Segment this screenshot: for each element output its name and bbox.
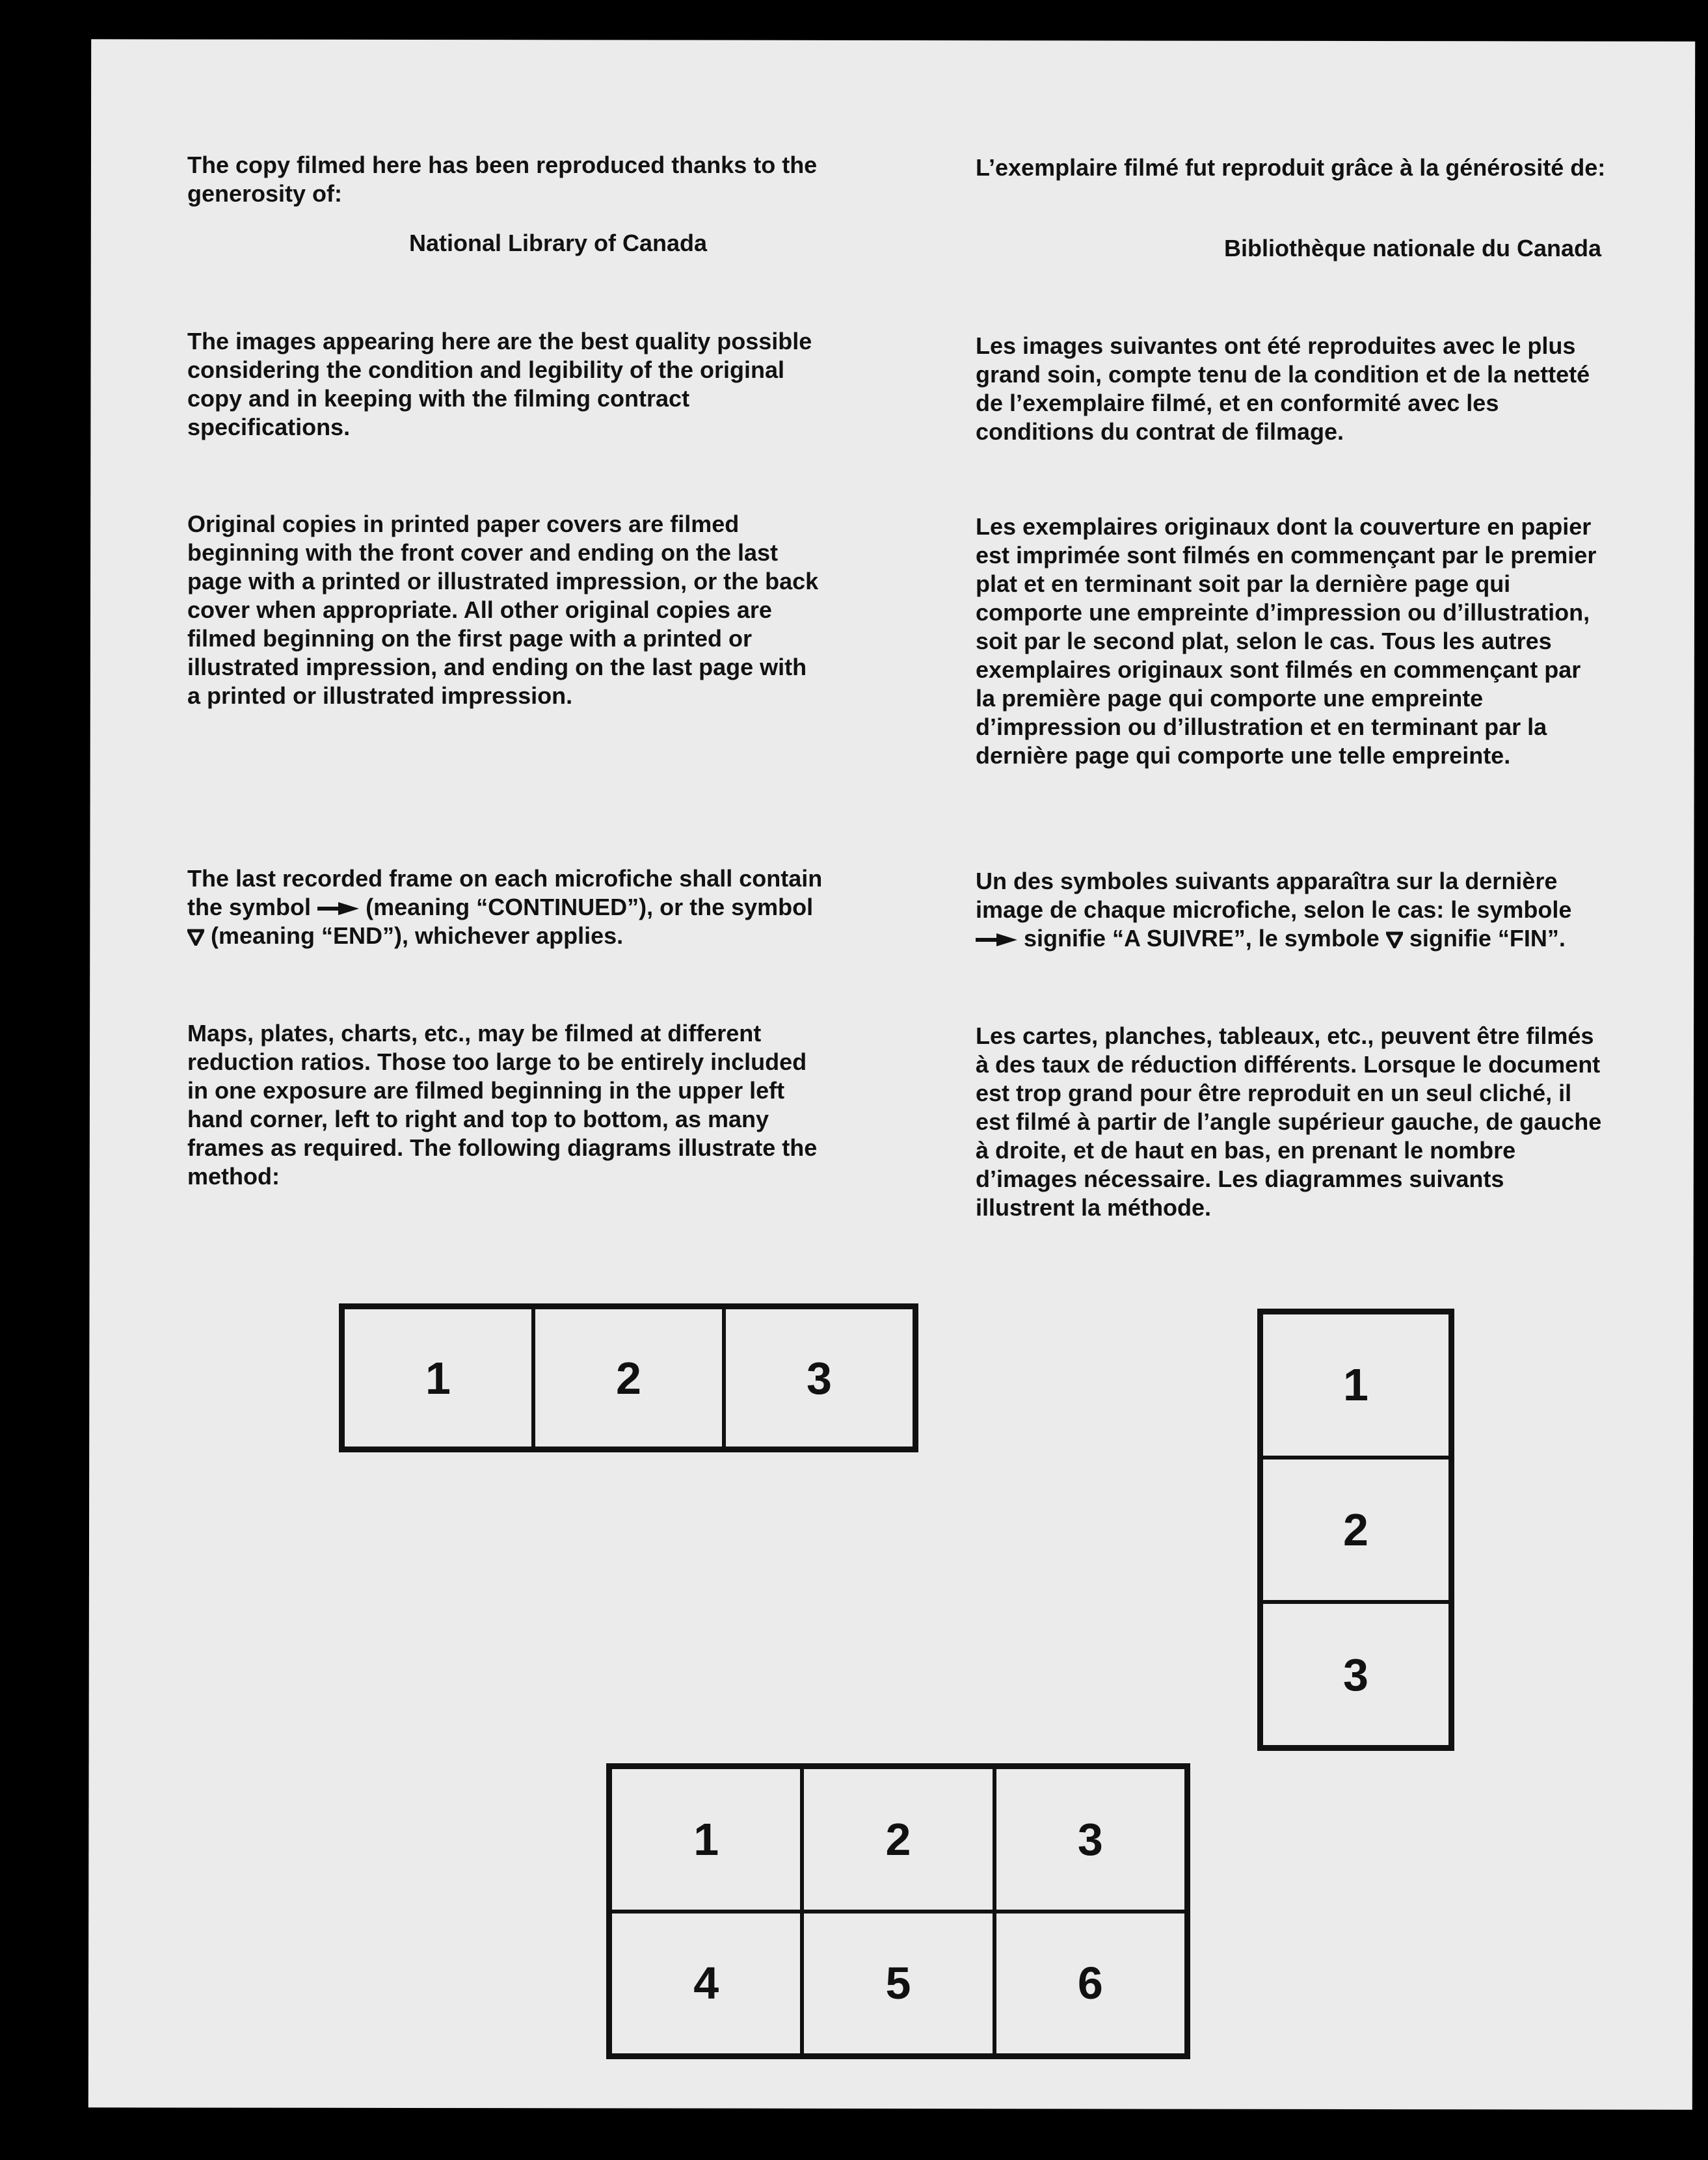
en-symbols-part2: (meaning “CONTINUED”), or the symbol — [366, 894, 814, 920]
fr-symbols — [976, 867, 1607, 953]
diagram-grid-cell: 2 — [802, 1767, 994, 1912]
en-quality: The images appearing here are the best quality possible considering the condition and legibility of the original copy and in keeping with the filming contract specifications. — [187, 328, 812, 440]
arrow-icon — [976, 933, 1017, 946]
fr-symbols-part1: Un des symboles suivants apparaîtra sur la dernière image de chaque microfiche, selon le cas: le symbole — [976, 868, 1572, 923]
en-originals: Original copies in printed paper covers are filmed beginning with the front cover and ending on the last page with a printed or illustrated impression, or the back cover when appropriate. All other original copies are filmed beginning on the first page with a printed or illustrated impression, and ending on the last page with a printed or illustrated impression. — [187, 511, 819, 709]
en-library: National Library of Canada — [408, 230, 708, 256]
en-symbols-part3: (meaning “END”), whichever applies. — [211, 922, 624, 949]
diagram-grid-cell: 4 — [610, 1912, 802, 2056]
fr-symbols-part3: signifie “FIN”. — [1409, 925, 1566, 952]
fr-quality: Les images suivantes ont été reproduites avec le plus grand soin, compte tenu de la condition et de la netteté de l’exemplaire filmé, et en conformité avec les conditions du contrat de filmage. — [976, 332, 1590, 445]
diagram-grid — [606, 1763, 1190, 2059]
diagram-column-cell: 1 — [1261, 1313, 1450, 1458]
triangle-down-icon — [187, 929, 204, 946]
diagram-grid-cell: 3 — [994, 1767, 1186, 1912]
fr-originals: Les exemplaires originaux dont la couverture en papier est imprimée sont filmés en commençant par le premier plat et en terminant soit par la dernière page qui comporte une empreinte d’impression ou d’illustration, soit par le second plat, selon le cas. Tous les autres exemplaires originaux sont filmés en commençant par la première page qui comporte une empreinte d’impression ou d’illustration et en terminant par la dernière page qui comporte une telle empreinte. — [976, 513, 1597, 769]
fr-library: Bibliothèque nationale du Canada — [1223, 235, 1601, 261]
diagram-row — [339, 1303, 918, 1452]
diagram-grid-cell: 1 — [610, 1767, 802, 1912]
triangle-down-icon — [1386, 931, 1403, 948]
diagram-column-cell: 3 — [1261, 1602, 1450, 1747]
diagram-column-cell: 2 — [1261, 1458, 1450, 1603]
fr-symbols-part2: signifie “A SUIVRE”, le symbole — [1024, 925, 1380, 952]
diagram-row-cell: 1 — [343, 1307, 533, 1448]
diagram-row-cell: 2 — [533, 1307, 724, 1448]
diagram-row-cell: 3 — [724, 1307, 914, 1448]
diagram-grid-cell: 5 — [802, 1912, 994, 2056]
diagram-column — [1257, 1309, 1454, 1751]
fr-thanks: L’exemplaire filmé fut reproduit grâce à la générosité de: — [976, 154, 1606, 181]
en-maps: Maps, plates, charts, etc., may be filmed at different reduction ratios. Those too large to be entirely included in one exposure are filmed beginning in the upper left hand corner, left to right and top to bottom, as many frames as required. The following diagrams illustrate the method: — [187, 1020, 818, 1190]
en-symbols-part1: The last recorded frame on each microfiche shall contain the symbol — [187, 865, 823, 920]
en-symbols — [187, 864, 825, 950]
en-thanks: The copy filmed here has been reproduced thanks to the generosity of: — [187, 152, 818, 207]
diagram-grid-cell: 6 — [994, 1912, 1186, 2056]
arrow-icon — [317, 902, 359, 915]
fr-maps: Les cartes, planches, tableaux, etc., peuvent être filmés à des taux de réduction différents. Lorsque le document est trop grand pour être reproduit en un seul cliché, il est filmé à partir de l’angle supérieur gauche, de gauche à droite, et de haut en bas, en prenant le nombre d’images nécessaire. Les diagrammes suivants illustrent la méthode. — [976, 1022, 1602, 1221]
